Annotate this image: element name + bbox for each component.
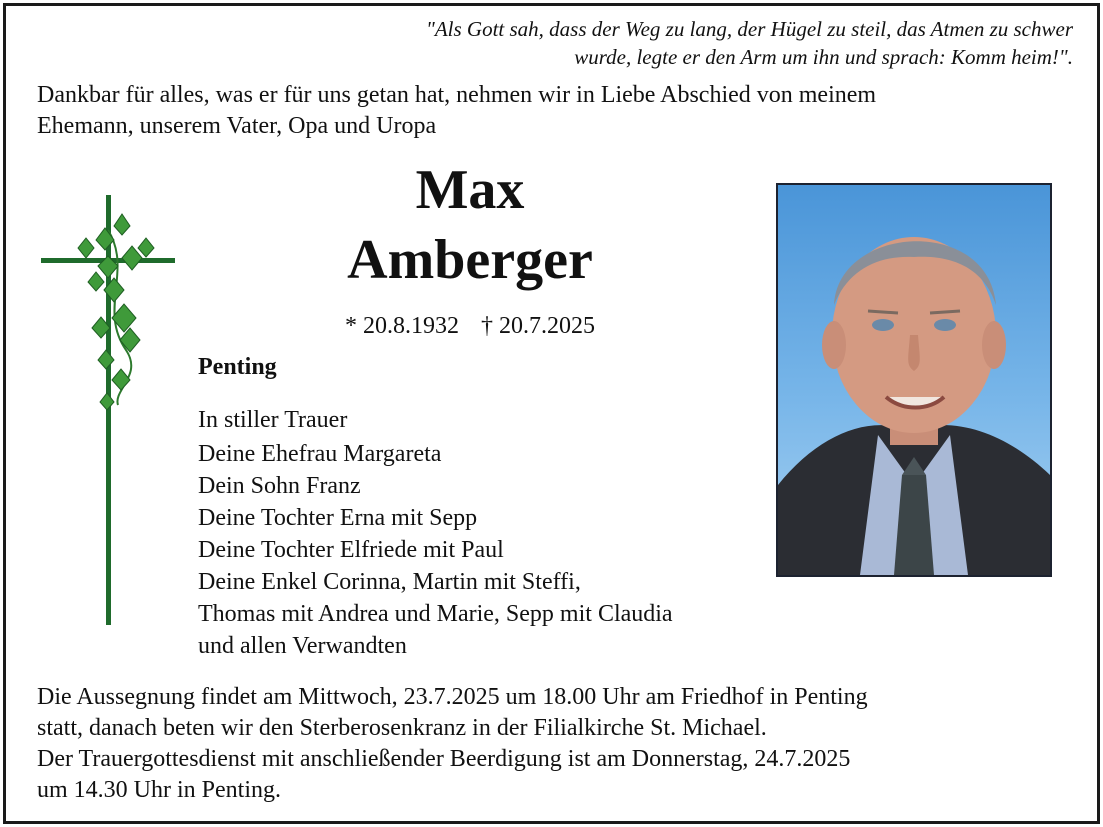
mourners-list: [198, 404, 758, 662]
mourners-heading: In stiller Trauer: [198, 407, 348, 433]
deceased-last-name: Amberger: [347, 229, 593, 291]
intro-line: Dankbar für alles, was er für uns getan hat, nehmen wir in Liebe Abschied von meinem: [37, 82, 877, 108]
notice-line: Die Aussegnung findet am Mittwoch, 23.7.2025 um 18.00 Uhr am Friedhof in Penting: [37, 684, 868, 710]
mourner-line: Deine Tochter Erna mit Sepp: [198, 505, 478, 531]
quote-line: "Als Gott sah, dass der Weg zu lang, der Hügel zu steil, das Atmen zu schwer: [426, 17, 1073, 41]
mourner-line: Dein Sohn Franz: [198, 473, 361, 499]
mourner-line: und allen Verwandten: [198, 633, 407, 659]
life-dates: [300, 311, 640, 341]
funeral-notice: [37, 682, 1077, 806]
mourner-line: Deine Ehefrau Margareta: [198, 441, 442, 467]
ivy-cross-icon: [38, 190, 178, 630]
mourner-line: Deine Enkel Corinna, Martin mit Steffi,: [198, 569, 581, 595]
notice-line: statt, danach beten wir den Sterberosenkranz in der Filialkirche St. Michael.: [37, 715, 767, 741]
notice-line: Der Trauergottesdienst mit anschließender Beerdigung ist am Donnerstag, 24.7.2025: [37, 746, 851, 772]
birth-date: * 20.8.1932: [345, 313, 459, 339]
mourner-line: Deine Tochter Elfriede mit Paul: [198, 537, 504, 563]
death-date: † 20.7.2025: [481, 313, 595, 339]
intro-line: Ehemann, unserem Vater, Opa und Uropa: [37, 113, 437, 139]
portrait-photo: [776, 183, 1052, 577]
notice-line: um 14.30 Uhr in Penting.: [37, 777, 281, 803]
deceased-first-name: Max: [415, 159, 525, 221]
intro-text: [37, 80, 1037, 142]
mourner-line: Thomas mit Andrea und Marie, Sepp mit Claudia: [198, 601, 673, 627]
quote-block: [253, 15, 1073, 71]
quote-line: wurde, legte er den Arm um ihn und sprach: Komm heim!".: [574, 45, 1073, 69]
place-name: Penting: [198, 354, 277, 380]
